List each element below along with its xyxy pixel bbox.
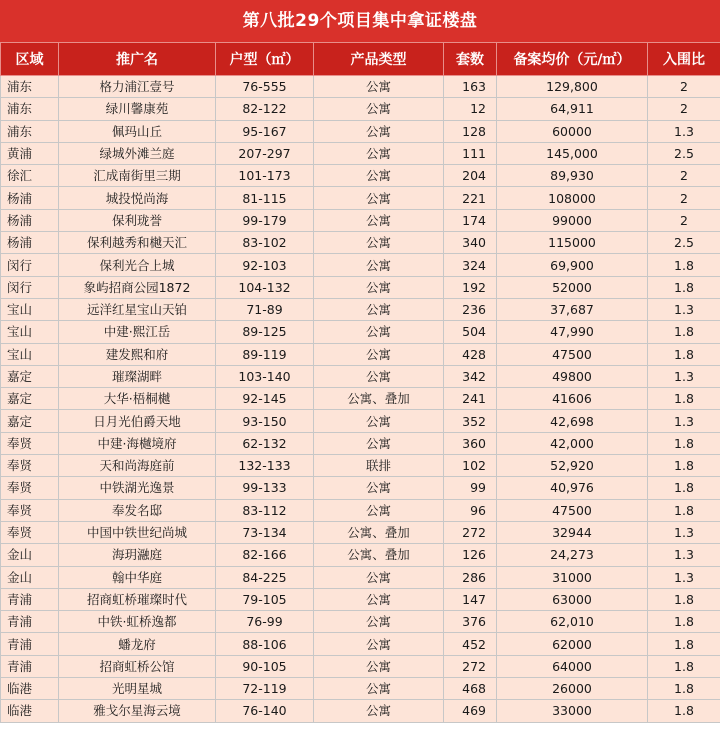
cell-name: 光明星城 <box>59 678 216 700</box>
table-row <box>1 321 720 343</box>
projects-table <box>0 42 720 723</box>
table-row <box>1 276 720 298</box>
cell-type: 公寓 <box>314 120 444 142</box>
cell-ratio: 1.3 <box>648 544 720 566</box>
cell-name: 建发熙和府 <box>59 343 216 365</box>
cell-price: 62000 <box>497 633 648 655</box>
cell-price: 24,273 <box>497 544 648 566</box>
column-header-ratio: 入围比 <box>648 43 720 76</box>
cell-ratio: 1.8 <box>648 343 720 365</box>
cell-district: 浦东 <box>1 120 59 142</box>
cell-type: 公寓、叠加 <box>314 544 444 566</box>
cell-district: 宝山 <box>1 321 59 343</box>
table-row <box>1 298 720 320</box>
cell-price: 129,800 <box>497 76 648 98</box>
cell-units: 241 <box>444 388 497 410</box>
cell-name: 海玥瀜庭 <box>59 544 216 566</box>
cell-size: 72-119 <box>216 678 314 700</box>
cell-price: 37,687 <box>497 298 648 320</box>
cell-name: 雅戈尔星海云境 <box>59 700 216 722</box>
cell-units: 99 <box>444 477 497 499</box>
cell-units: 163 <box>444 76 497 98</box>
table-row <box>1 544 720 566</box>
cell-size: 92-145 <box>216 388 314 410</box>
cell-type: 公寓、叠加 <box>314 521 444 543</box>
cell-units: 221 <box>444 187 497 209</box>
cell-name: 象屿招商公园1872 <box>59 276 216 298</box>
cell-units: 272 <box>444 655 497 677</box>
cell-size: 90-105 <box>216 655 314 677</box>
cell-size: 95-167 <box>216 120 314 142</box>
cell-units: 452 <box>444 633 497 655</box>
cell-ratio: 1.8 <box>648 499 720 521</box>
cell-district: 临港 <box>1 700 59 722</box>
cell-size: 92-103 <box>216 254 314 276</box>
cell-units: 96 <box>444 499 497 521</box>
cell-ratio: 2 <box>648 98 720 120</box>
cell-size: 76-140 <box>216 700 314 722</box>
cell-district: 奉贤 <box>1 477 59 499</box>
cell-type: 公寓 <box>314 700 444 722</box>
cell-type: 公寓 <box>314 232 444 254</box>
cell-units: 102 <box>444 455 497 477</box>
cell-district: 青浦 <box>1 655 59 677</box>
cell-price: 64,911 <box>497 98 648 120</box>
cell-price: 63000 <box>497 588 648 610</box>
table-row <box>1 588 720 610</box>
table-row <box>1 142 720 164</box>
cell-price: 60000 <box>497 120 648 142</box>
table-row <box>1 521 720 543</box>
cell-district: 青浦 <box>1 588 59 610</box>
cell-type: 公寓 <box>314 588 444 610</box>
cell-size: 79-105 <box>216 588 314 610</box>
cell-price: 42,698 <box>497 410 648 432</box>
cell-units: 128 <box>444 120 497 142</box>
cell-name: 保利越秀和樾天汇 <box>59 232 216 254</box>
cell-size: 82-122 <box>216 98 314 120</box>
cell-district: 黄浦 <box>1 142 59 164</box>
cell-name: 佩玛山丘 <box>59 120 216 142</box>
table-row <box>1 611 720 633</box>
cell-price: 41606 <box>497 388 648 410</box>
cell-name: 城投悦尚海 <box>59 187 216 209</box>
cell-price: 31000 <box>497 566 648 588</box>
cell-size: 99-133 <box>216 477 314 499</box>
cell-size: 82-166 <box>216 544 314 566</box>
cell-units: 147 <box>444 588 497 610</box>
cell-size: 76-99 <box>216 611 314 633</box>
cell-size: 101-173 <box>216 165 314 187</box>
cell-district: 临港 <box>1 678 59 700</box>
cell-type: 公寓 <box>314 187 444 209</box>
cell-type: 公寓 <box>314 566 444 588</box>
cell-type: 公寓 <box>314 321 444 343</box>
cell-price: 69,900 <box>497 254 648 276</box>
cell-units: 12 <box>444 98 497 120</box>
cell-type: 联排 <box>314 455 444 477</box>
cell-type: 公寓 <box>314 477 444 499</box>
cell-units: 428 <box>444 343 497 365</box>
cell-ratio: 1.8 <box>648 588 720 610</box>
cell-district: 杨浦 <box>1 232 59 254</box>
table-row <box>1 365 720 387</box>
cell-size: 73-134 <box>216 521 314 543</box>
cell-district: 徐汇 <box>1 165 59 187</box>
cell-district: 奉贤 <box>1 432 59 454</box>
cell-units: 504 <box>444 321 497 343</box>
cell-units: 342 <box>444 365 497 387</box>
cell-name: 绿川馨康苑 <box>59 98 216 120</box>
cell-ratio: 1.8 <box>648 611 720 633</box>
cell-price: 47500 <box>497 499 648 521</box>
cell-ratio: 1.8 <box>648 321 720 343</box>
cell-district: 嘉定 <box>1 365 59 387</box>
cell-ratio: 1.8 <box>648 455 720 477</box>
table-row <box>1 655 720 677</box>
cell-ratio: 1.3 <box>648 298 720 320</box>
cell-price: 42,000 <box>497 432 648 454</box>
table-row <box>1 388 720 410</box>
cell-district: 宝山 <box>1 298 59 320</box>
table-body <box>1 76 720 723</box>
cell-price: 145,000 <box>497 142 648 164</box>
cell-name: 绿城外滩兰庭 <box>59 142 216 164</box>
cell-units: 126 <box>444 544 497 566</box>
cell-size: 81-115 <box>216 187 314 209</box>
cell-type: 公寓 <box>314 633 444 655</box>
cell-ratio: 1.8 <box>648 700 720 722</box>
cell-name: 汇成南街里三期 <box>59 165 216 187</box>
cell-size: 93-150 <box>216 410 314 432</box>
table-row <box>1 455 720 477</box>
cell-district: 嘉定 <box>1 388 59 410</box>
cell-district: 闵行 <box>1 254 59 276</box>
table-row <box>1 254 720 276</box>
cell-price: 47500 <box>497 343 648 365</box>
cell-district: 奉贤 <box>1 499 59 521</box>
cell-price: 52,920 <box>497 455 648 477</box>
cell-price: 64000 <box>497 655 648 677</box>
cell-units: 272 <box>444 521 497 543</box>
cell-ratio: 2.5 <box>648 142 720 164</box>
cell-name: 中铁·虹桥逸都 <box>59 611 216 633</box>
cell-ratio: 1.8 <box>648 388 720 410</box>
cell-district: 奉贤 <box>1 455 59 477</box>
cell-units: 340 <box>444 232 497 254</box>
cell-type: 公寓 <box>314 365 444 387</box>
table-row <box>1 633 720 655</box>
table-row <box>1 678 720 700</box>
cell-units: 469 <box>444 700 497 722</box>
cell-size: 88-106 <box>216 633 314 655</box>
cell-district: 杨浦 <box>1 187 59 209</box>
cell-type: 公寓 <box>314 410 444 432</box>
cell-type: 公寓 <box>314 76 444 98</box>
cell-size: 132-133 <box>216 455 314 477</box>
cell-name: 格力浦江壹号 <box>59 76 216 98</box>
cell-price: 62,010 <box>497 611 648 633</box>
cell-size: 76-555 <box>216 76 314 98</box>
cell-price: 89,930 <box>497 165 648 187</box>
table-title: 第八批29个项目集中拿证楼盘 <box>0 0 720 42</box>
cell-units: 204 <box>444 165 497 187</box>
cell-type: 公寓 <box>314 678 444 700</box>
cell-ratio: 2 <box>648 165 720 187</box>
cell-ratio: 1.8 <box>648 432 720 454</box>
cell-district: 青浦 <box>1 633 59 655</box>
cell-district: 奉贤 <box>1 521 59 543</box>
cell-ratio: 1.3 <box>648 365 720 387</box>
cell-name: 中建·海樾境府 <box>59 432 216 454</box>
cell-name: 中国中铁世纪尚城 <box>59 521 216 543</box>
cell-ratio: 1.8 <box>648 633 720 655</box>
cell-type: 公寓 <box>314 98 444 120</box>
cell-units: 174 <box>444 209 497 231</box>
cell-price: 47,990 <box>497 321 648 343</box>
cell-district: 宝山 <box>1 343 59 365</box>
cell-price: 115000 <box>497 232 648 254</box>
cell-name: 日月光伯爵天地 <box>59 410 216 432</box>
cell-type: 公寓、叠加 <box>314 388 444 410</box>
cell-units: 352 <box>444 410 497 432</box>
cell-district: 闵行 <box>1 276 59 298</box>
cell-ratio: 1.8 <box>648 678 720 700</box>
cell-ratio: 1.3 <box>648 410 720 432</box>
cell-name: 招商虹桥公馆 <box>59 655 216 677</box>
cell-price: 32944 <box>497 521 648 543</box>
cell-type: 公寓 <box>314 432 444 454</box>
cell-units: 111 <box>444 142 497 164</box>
cell-district: 杨浦 <box>1 209 59 231</box>
cell-ratio: 1.3 <box>648 521 720 543</box>
cell-name: 中铁湖光逸景 <box>59 477 216 499</box>
table-row <box>1 232 720 254</box>
cell-size: 84-225 <box>216 566 314 588</box>
cell-district: 浦东 <box>1 76 59 98</box>
cell-units: 324 <box>444 254 497 276</box>
cell-ratio: 2 <box>648 76 720 98</box>
cell-type: 公寓 <box>314 611 444 633</box>
cell-type: 公寓 <box>314 276 444 298</box>
cell-name: 大华·梧桐樾 <box>59 388 216 410</box>
cell-ratio: 1.3 <box>648 120 720 142</box>
cell-size: 207-297 <box>216 142 314 164</box>
cell-type: 公寓 <box>314 298 444 320</box>
cell-name: 蟠龙府 <box>59 633 216 655</box>
cell-name: 远洋红星宝山天铂 <box>59 298 216 320</box>
table-header-row <box>1 43 720 76</box>
cell-type: 公寓 <box>314 165 444 187</box>
cell-units: 468 <box>444 678 497 700</box>
cell-name: 璀璨湖畔 <box>59 365 216 387</box>
cell-district: 浦东 <box>1 98 59 120</box>
cell-district: 金山 <box>1 566 59 588</box>
table-row <box>1 187 720 209</box>
cell-units: 192 <box>444 276 497 298</box>
column-header-district: 区域 <box>1 43 59 76</box>
cell-district: 青浦 <box>1 611 59 633</box>
table-row <box>1 76 720 98</box>
cell-ratio: 2 <box>648 187 720 209</box>
cell-district: 金山 <box>1 544 59 566</box>
cell-units: 376 <box>444 611 497 633</box>
cell-size: 83-112 <box>216 499 314 521</box>
cell-ratio: 1.3 <box>648 566 720 588</box>
table-row <box>1 477 720 499</box>
cell-type: 公寓 <box>314 499 444 521</box>
cell-price: 49800 <box>497 365 648 387</box>
cell-ratio: 1.8 <box>648 477 720 499</box>
cell-size: 99-179 <box>216 209 314 231</box>
cell-name: 中建·熙江岳 <box>59 321 216 343</box>
cell-ratio: 1.8 <box>648 254 720 276</box>
column-header-units: 套数 <box>444 43 497 76</box>
column-header-name: 推广名 <box>59 43 216 76</box>
cell-name: 天和尚海庭前 <box>59 455 216 477</box>
cell-size: 62-132 <box>216 432 314 454</box>
table-row <box>1 120 720 142</box>
table-row <box>1 209 720 231</box>
cell-name: 招商虹桥璀璨时代 <box>59 588 216 610</box>
table-row <box>1 165 720 187</box>
cell-name: 保利珑誉 <box>59 209 216 231</box>
cell-type: 公寓 <box>314 655 444 677</box>
column-header-type: 产品类型 <box>314 43 444 76</box>
cell-ratio: 2.5 <box>648 232 720 254</box>
column-header-price: 备案均价（元/㎡） <box>497 43 648 76</box>
table-row <box>1 499 720 521</box>
cell-district: 嘉定 <box>1 410 59 432</box>
table-row <box>1 432 720 454</box>
cell-ratio: 1.8 <box>648 276 720 298</box>
cell-type: 公寓 <box>314 254 444 276</box>
table-row <box>1 566 720 588</box>
cell-units: 236 <box>444 298 497 320</box>
table-row <box>1 410 720 432</box>
cell-size: 89-119 <box>216 343 314 365</box>
cell-price: 108000 <box>497 187 648 209</box>
cell-price: 99000 <box>497 209 648 231</box>
cell-name: 奉发名邸 <box>59 499 216 521</box>
table-row <box>1 343 720 365</box>
cell-size: 83-102 <box>216 232 314 254</box>
cell-size: 103-140 <box>216 365 314 387</box>
table-row <box>1 700 720 722</box>
cell-size: 104-132 <box>216 276 314 298</box>
cell-type: 公寓 <box>314 343 444 365</box>
cell-units: 360 <box>444 432 497 454</box>
cell-type: 公寓 <box>314 142 444 164</box>
cell-type: 公寓 <box>314 209 444 231</box>
cell-name: 保利光合上城 <box>59 254 216 276</box>
cell-ratio: 1.8 <box>648 655 720 677</box>
cell-price: 40,976 <box>497 477 648 499</box>
cell-size: 71-89 <box>216 298 314 320</box>
cell-price: 33000 <box>497 700 648 722</box>
cell-name: 翰中华庭 <box>59 566 216 588</box>
cell-ratio: 2 <box>648 209 720 231</box>
column-header-size: 户型（㎡） <box>216 43 314 76</box>
cell-units: 286 <box>444 566 497 588</box>
cell-price: 52000 <box>497 276 648 298</box>
table-row <box>1 98 720 120</box>
cell-size: 89-125 <box>216 321 314 343</box>
cell-price: 26000 <box>497 678 648 700</box>
